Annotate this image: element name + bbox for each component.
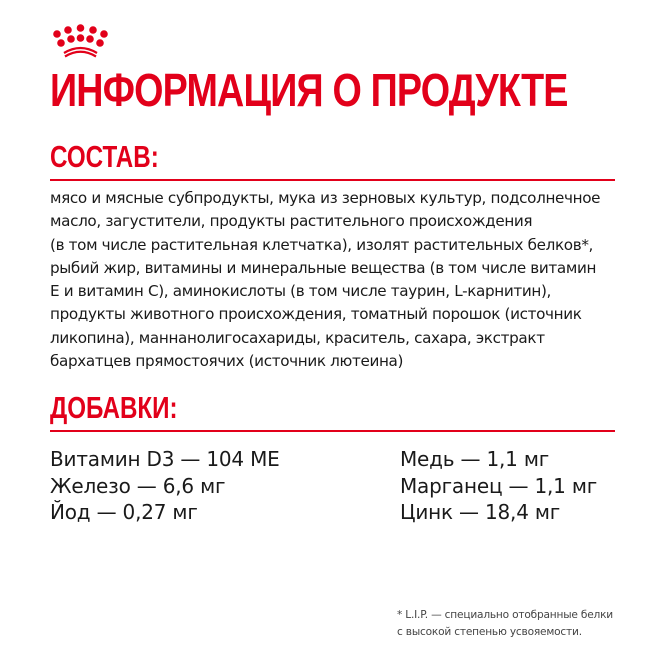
additive-item-manganese: Марганец — 1,1 мг [400,473,598,498]
composition-text [50,187,630,373]
brand-logo [52,24,112,58]
additive-item-copper: Медь — 1,1 мг [400,447,550,471]
additive-item-vitamin-d3: Витамин D3 — 104 МЕ [50,447,280,471]
composition-line: масло, загустители, продукты растительного происхождения [50,212,533,231]
footnote [397,607,613,641]
composition-heading: СОСТАВ: [50,139,159,174]
page-title: ИНФОРМАЦИЯ О ПРОДУКТЕ [50,64,568,116]
composition-line: мясо и мясные субпродукты, мука из зерновых культур, подсолнечное [50,189,601,207]
composition-line: (в том числе растительная клетчатка), изолят растительных белков*, [50,235,594,254]
composition-line: рыбий жир, витамины и минеральные вещества (в том числе витамин [50,258,597,277]
additive-item-iodine: Йод — 0,27 мг [50,500,198,524]
additive-item-zinc: Цинк — 18,4 мг [400,500,561,524]
composition-line: Е и витамин С), аминокислоты (в том числе таурин, L-карнитин), [50,282,552,301]
additive-item-iron: Железо — 6,6 мг [50,473,226,498]
composition-line: бархатцев прямостоячих (источник лютеина) [50,352,404,371]
additives-heading: ДОБАВКИ: [50,390,178,425]
additives-divider [50,430,615,432]
additives-list [50,446,610,526]
footnote-line: * L.I.P. — специально отобранные белки [397,609,613,621]
composition-line: ликопина), маннанолигосахариды, краситель, сахара, экстракт [50,328,545,347]
composition-line: продукты животного происхождения, томатный порошок (источник [50,305,582,324]
composition-divider [50,179,615,181]
footnote-line: с высокой степенью усвояемости. [397,626,582,638]
crown-icon [52,24,112,58]
